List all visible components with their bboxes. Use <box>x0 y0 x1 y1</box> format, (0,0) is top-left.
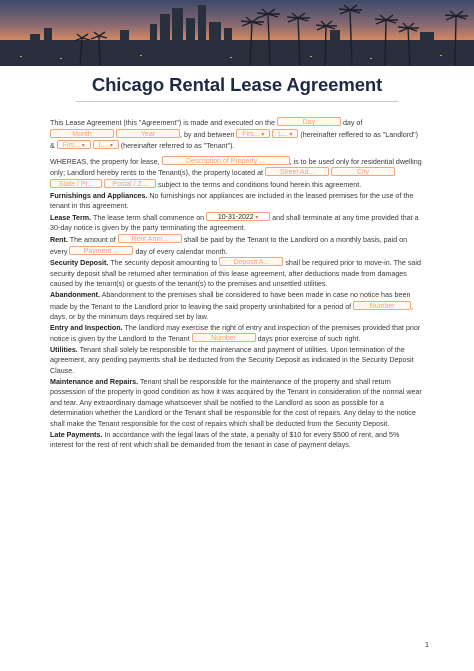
entry-text-2: days prior exercise of such right. <box>257 335 361 344</box>
late-payments-heading: Late Payments. <box>50 430 103 439</box>
property-description-field[interactable]: Description of Property ... <box>162 156 290 165</box>
maintenance-text: Tenant shall be responsible for the maintenance of the property and shall return possession of the property in good condition as how it was acquired by the Tenant in consideration of the normal wear and tear. Any extraordinary damage whatsoever shall be notified to the Landlord as soon as possible for a determination whether the Landlord or the Tenant shall be responsible for the cost of repairs. Any delay to the notice shall make the Tenant responsible for the cost of repairs which shall be deducted from the Security Deposit. <box>50 377 422 429</box>
whereas-text-3: subject to the terms and conditions found herein this agreement. <box>157 180 362 189</box>
header-banner-image <box>0 0 474 66</box>
lease-term-text-2: and shall terminate at any time provided that a 30-day notice is given by the party terminating the agreement. <box>50 213 419 233</box>
rent-clause <box>50 234 422 257</box>
entry-text: The landlord may exercise the right of entry and inspection of the premises provided that prior notice is given by the Landlord to the Tenant <box>50 323 421 344</box>
lease-term-heading: Lease Term. <box>50 213 92 222</box>
deposit-text: The security deposit amounting to <box>110 259 218 268</box>
intro-text: This Lease Agreement (this "Agreement") is made and executed on the <box>50 119 275 127</box>
year-field[interactable]: Year <box>116 129 180 138</box>
rent-text-2: shall be paid by the Tenant to the Landlord on a monthly basis, paid on every <box>50 235 408 256</box>
late-payments-text: In accordance with the legal laws of the state, a penalty of $10 for every $500 of rent, and 5% interest for the rest of rent which shall be demanded from the tenant in case of payment delays. <box>50 430 400 450</box>
tenant-last-name-field[interactable]: L... ▾ <box>93 140 119 149</box>
deposit-text-2: shall be required prior to move-in. The said security deposit shall be returned after termination of this lease agreement, after deductions made from damages caused by the tenant(s) or guests of the tenant(s) to the premises and unsettled utilities. <box>50 259 421 289</box>
whereas-text: WHEREAS, the property for lease, <box>50 157 160 166</box>
abandonment-heading: Abandonment. <box>50 290 100 299</box>
utilities-text: Tenant shall solely be responsible for the maintenance and payment of utilities. Upon termination of the agreement, any pending payments shall be deducted from the Security Deposit as indicated in the Security Deposit Clause. <box>50 345 414 376</box>
intro-paragraph <box>50 117 422 152</box>
commence-date-field[interactable]: 10-31-2022 ▾ <box>206 212 270 221</box>
city-skyline-illustration <box>0 0 474 66</box>
furnishings-clause <box>50 191 422 212</box>
street-address-field[interactable]: Street Ad... <box>265 167 329 176</box>
payment-day-field[interactable]: Payment ... <box>69 246 133 255</box>
intro-text-3: , by and between <box>179 130 235 139</box>
day-field[interactable]: Day <box>277 117 341 126</box>
agreement-body <box>50 117 422 451</box>
rent-heading: Rent. <box>50 235 68 244</box>
maintenance-clause <box>50 377 422 430</box>
whereas-text-2: , is to be used only for residential dwelling only; Landlord hereby rents to the Tenant(s), the property located at <box>50 157 422 178</box>
abandonment-clause <box>50 290 422 323</box>
lease-term-clause <box>50 212 422 234</box>
whereas-paragraph <box>50 156 422 191</box>
lease-term-text: The lease term shall commence on <box>93 213 205 222</box>
intro-text-4: (hereinafter reffered to as "Landlord") & <box>50 130 418 151</box>
page-number: 1 <box>424 640 429 649</box>
abandonment-text-2: , days, or by the minimum days required set by law. <box>50 302 414 322</box>
security-deposit-heading: Security Deposit. <box>50 259 109 268</box>
intro-text-5: (hereinafter referred to as "Tenant"). <box>120 142 235 151</box>
document-title: Chicago Rental Lease Agreement <box>91 74 383 95</box>
entry-notice-days-field[interactable]: Number <box>192 333 256 342</box>
title-divider <box>76 101 398 102</box>
abandonment-days-field[interactable]: Number <box>353 301 411 310</box>
state-field[interactable]: State / Pr... <box>50 179 102 188</box>
security-deposit-clause <box>50 257 422 290</box>
month-field[interactable]: Month <box>50 129 114 138</box>
rent-text-3: day of every calendar month. <box>135 247 228 256</box>
late-payments-clause <box>50 430 422 451</box>
city-field[interactable]: City <box>331 167 395 176</box>
tenant-first-name-field[interactable]: Firs... ▾ <box>57 140 91 149</box>
utilities-heading: Utilities. <box>50 345 78 354</box>
deposit-amount-field[interactable]: Deposit A... <box>219 257 283 266</box>
rent-amount-field[interactable]: Rent Amo... <box>118 234 182 243</box>
intro-text-2: day of <box>342 119 363 127</box>
landlord-first-name-field[interactable]: Firs... ▾ <box>236 129 270 138</box>
postal-code-field[interactable]: Postal / Z... <box>104 179 156 188</box>
rent-text: The amount of <box>69 235 116 244</box>
maintenance-heading: Maintenance and Repairs. <box>50 377 139 386</box>
entry-inspection-clause <box>50 323 422 345</box>
utilities-clause <box>50 345 422 377</box>
furnishings-heading: Furnishings and Appliances. <box>50 191 148 200</box>
abandonment-text: Abandonment to the premises shall be considered to have been made in case no notice has been made by the Tenant to the Landlord prior to leaving the said property uninhabited for a period of <box>50 290 411 311</box>
furnishings-text: No furnishings nor appliances are included in the leased premises for the use of the tenant in this agreement. <box>50 191 414 211</box>
landlord-last-name-field[interactable]: L... ▾ <box>272 129 298 138</box>
entry-inspection-heading: Entry and Inspection. <box>50 323 123 332</box>
